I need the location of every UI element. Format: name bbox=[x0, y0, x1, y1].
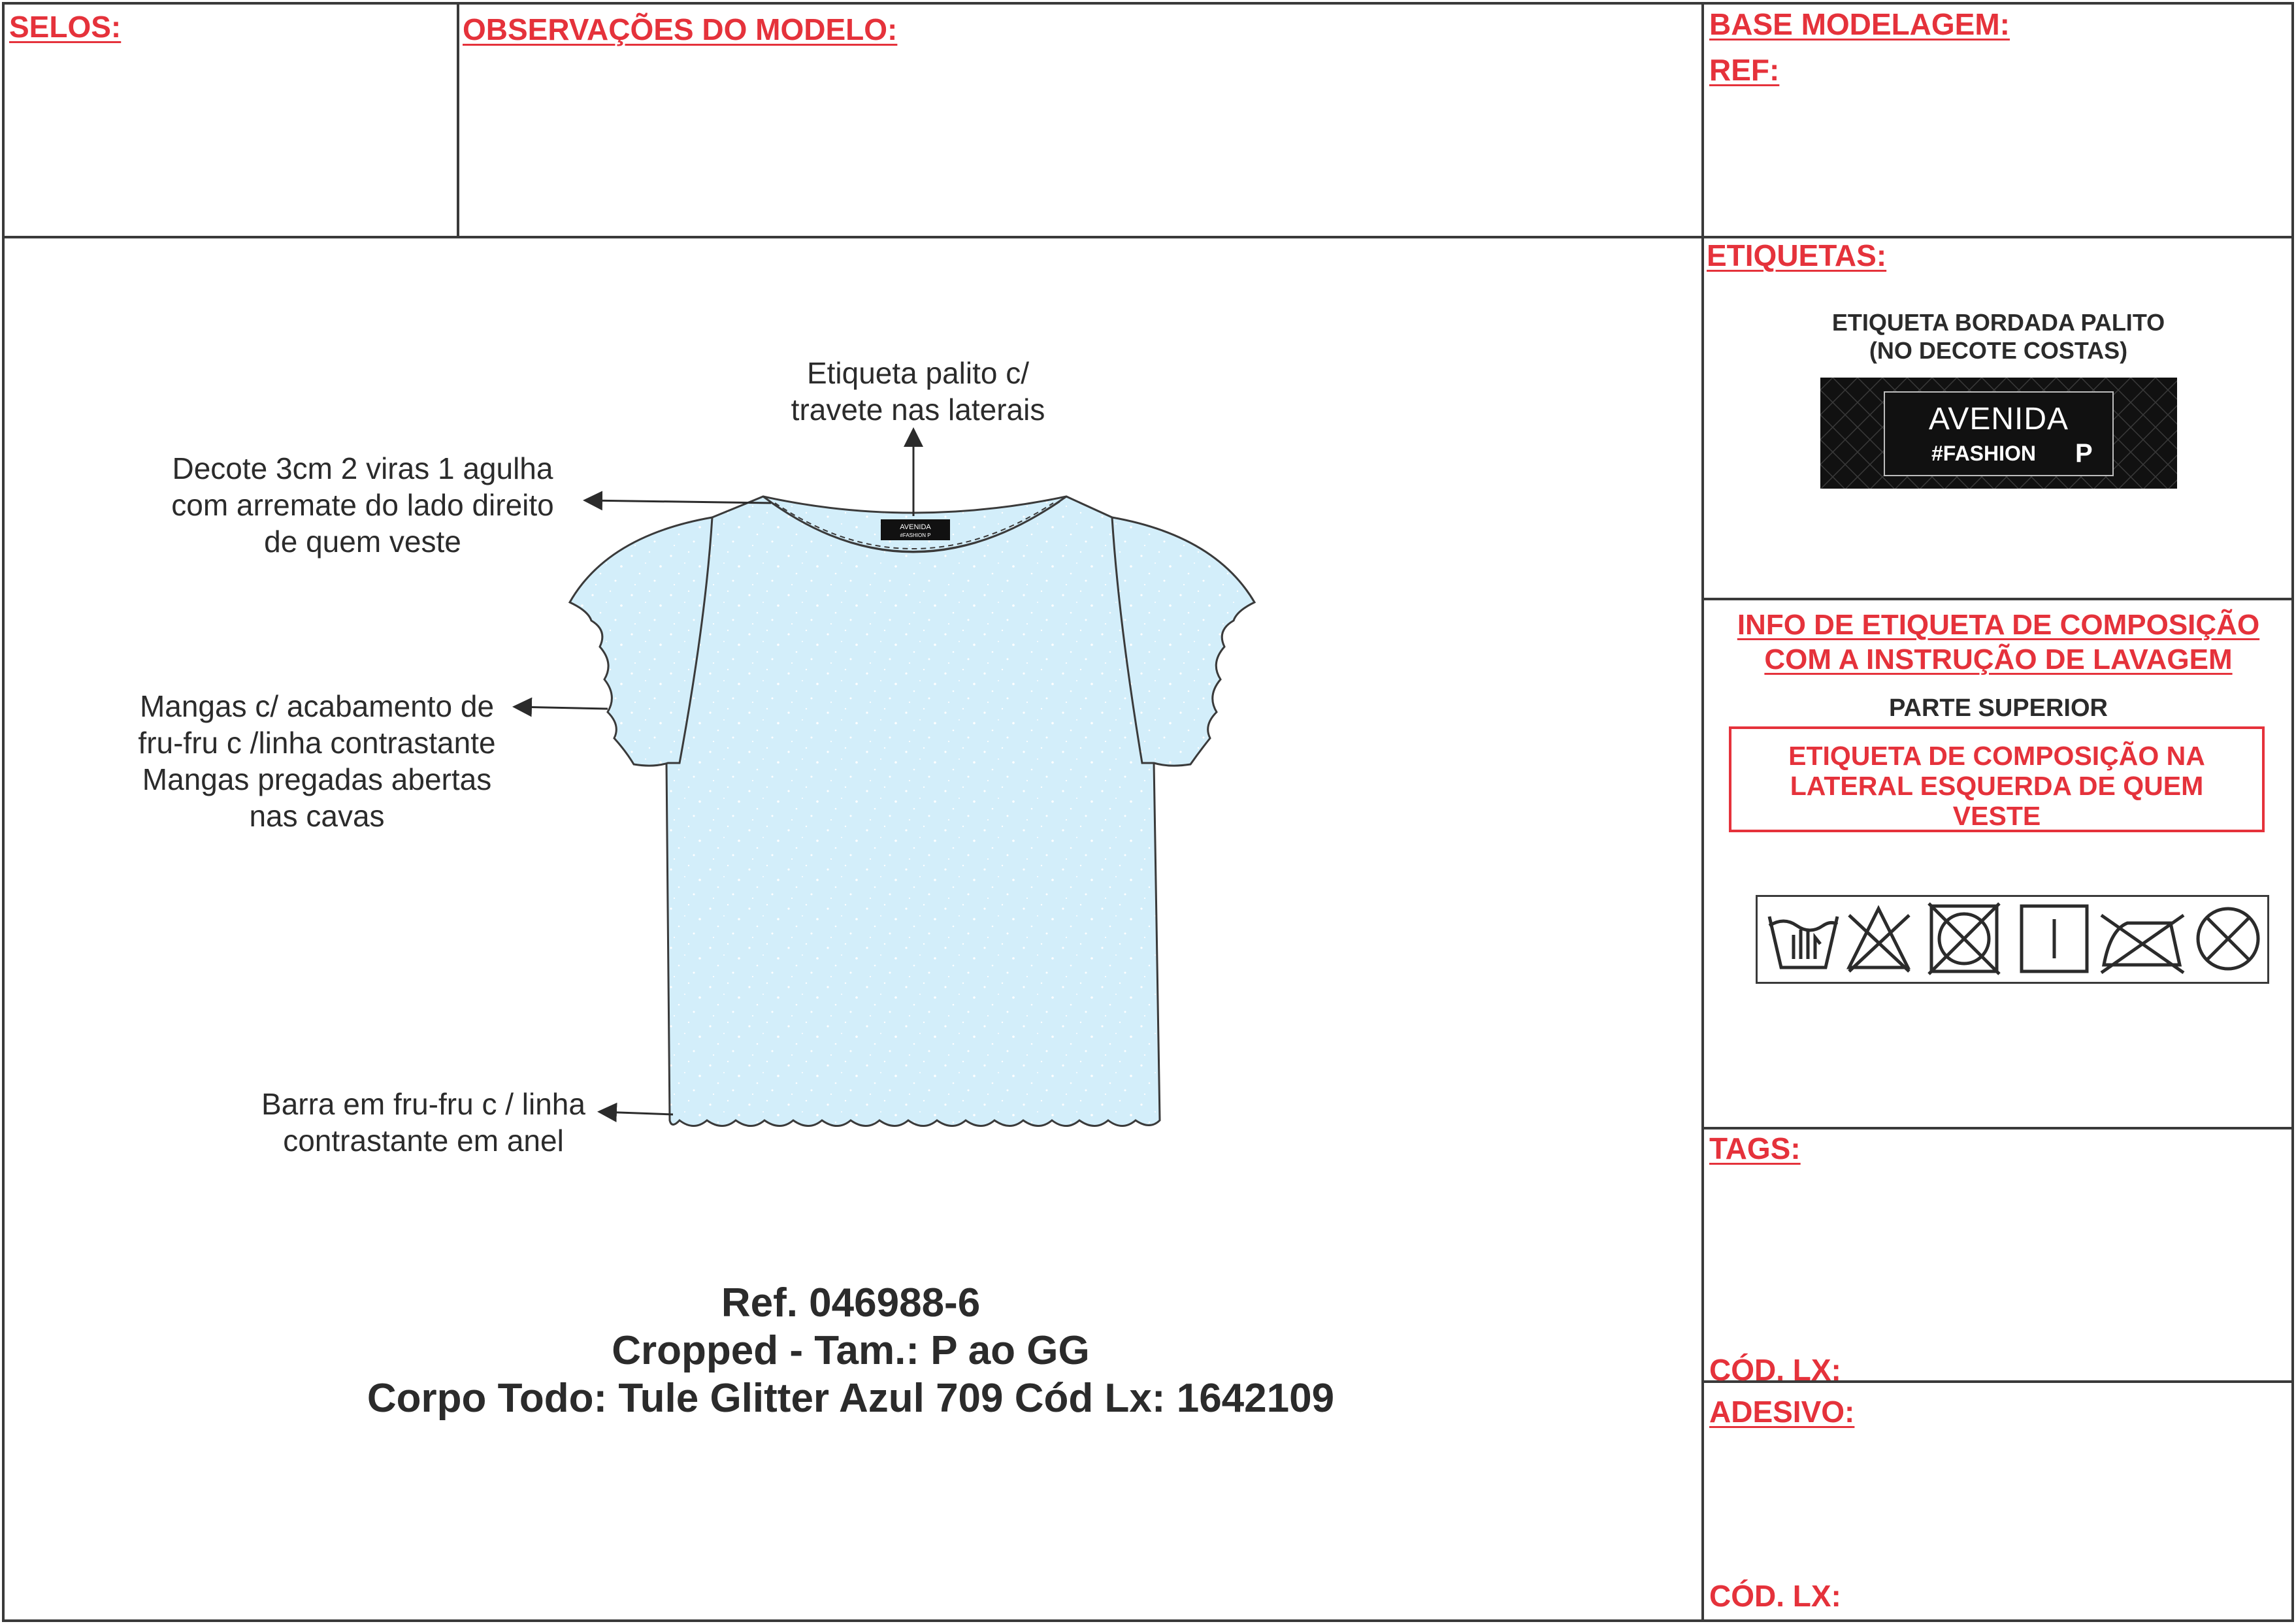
annotation-line: Decote 3cm 2 viras 1 agulha bbox=[172, 451, 553, 485]
label-title bbox=[1703, 308, 2294, 365]
annotation-line: com arremate do lado direito bbox=[171, 488, 554, 522]
annotation-line: fru-fru c /linha contrastante bbox=[138, 726, 496, 760]
brand-name: AVENIDA bbox=[1928, 402, 2069, 436]
annotation-barra bbox=[240, 1086, 606, 1159]
annotation-line: Mangas pregadas abertas bbox=[142, 762, 492, 796]
composicao-line: VESTE bbox=[1952, 801, 2041, 831]
selos-label: SELOS: bbox=[9, 10, 122, 44]
ref-label: REF: bbox=[1709, 53, 1780, 87]
care-symbols bbox=[1758, 897, 2267, 982]
info-title-line: INFO DE ETIQUETA DE COMPOSIÇÃO bbox=[1737, 609, 2260, 641]
etiquetas-divider bbox=[1703, 598, 2294, 600]
label-title-line: ETIQUETA BORDADA PALITO bbox=[1831, 309, 2165, 336]
brand-woven-label bbox=[1820, 378, 2177, 489]
annotation-etiqueta-palito bbox=[787, 355, 1049, 428]
annotation-decote bbox=[140, 450, 585, 560]
composicao-line: ETIQUETA DE COMPOSIÇÃO NA bbox=[1788, 741, 2205, 771]
no-dry-clean-icon bbox=[2198, 909, 2258, 969]
arrow-mangas bbox=[516, 707, 608, 709]
annotation-line: de quem veste bbox=[264, 525, 461, 559]
no-bleach-icon bbox=[1849, 909, 1909, 971]
observacoes-label: OBSERVAÇÕES DO MODELO: bbox=[463, 12, 898, 46]
hand-wash-icon bbox=[1769, 917, 1837, 967]
shirt-body bbox=[666, 496, 1160, 1126]
composicao-box bbox=[1729, 726, 2265, 832]
no-iron-icon bbox=[2101, 915, 2184, 973]
annotation-line: Mangas c/ acabamento de bbox=[139, 689, 495, 723]
adesivo-label: ADESIVO: bbox=[1709, 1395, 1855, 1429]
brand-tagline: #FASHION bbox=[1931, 442, 2037, 465]
info-title bbox=[1703, 608, 2294, 677]
annotation-line: Barra em fru-fru c / linha bbox=[261, 1087, 585, 1121]
tags-label: TAGS: bbox=[1709, 1131, 1801, 1165]
product-reference bbox=[0, 1279, 1701, 1422]
care-symbols-strip bbox=[1756, 895, 2269, 984]
tags-cod-lx: CÓD. LX: bbox=[1709, 1353, 1841, 1387]
info-title-line: COM A INSTRUÇÃO DE LAVAGEM bbox=[1764, 643, 2233, 675]
brand-size: P bbox=[2075, 439, 2093, 468]
composicao-line: LATERAL ESQUERDA DE QUEM bbox=[1790, 771, 2204, 801]
arrow-decote bbox=[587, 500, 771, 503]
annotation-line: contrastante em anel bbox=[283, 1124, 564, 1158]
svg-text:AVENIDA: AVENIDA bbox=[900, 523, 931, 531]
annotation-line: Etiqueta palito c/ bbox=[806, 356, 1030, 390]
no-tumble-dry-icon bbox=[1929, 903, 1999, 974]
annotation-line: travete nas laterais bbox=[791, 393, 1045, 427]
label-title-line: (NO DECOTE COSTAS) bbox=[1869, 337, 2128, 364]
product-ref-line: Ref. 046988-6 bbox=[721, 1280, 981, 1325]
base-modelagem-label: BASE MODELAGEM: bbox=[1709, 7, 2010, 41]
svg-text:#FASHION P: #FASHION P bbox=[900, 532, 931, 538]
product-size-line: Cropped - Tam.: P ao GG bbox=[612, 1328, 1090, 1373]
adesivo-cod-lx: CÓD. LX: bbox=[1709, 1579, 1841, 1613]
line-dry-icon bbox=[2022, 906, 2087, 971]
frame-right bbox=[2291, 2, 2294, 1622]
etiquetas-label: ETIQUETAS: bbox=[1707, 238, 1887, 272]
annotation-mangas bbox=[114, 688, 519, 834]
sidebar-divider bbox=[1701, 2, 1704, 1622]
annotation-line: nas cavas bbox=[249, 799, 385, 833]
info-divider bbox=[1703, 1127, 2294, 1129]
product-fabric-line: Corpo Todo: Tule Glitter Azul 709 Cód Lx: 1642109 bbox=[367, 1376, 1335, 1421]
parte-superior: PARTE SUPERIOR bbox=[1888, 694, 2108, 722]
arrow-barra bbox=[601, 1112, 673, 1114]
